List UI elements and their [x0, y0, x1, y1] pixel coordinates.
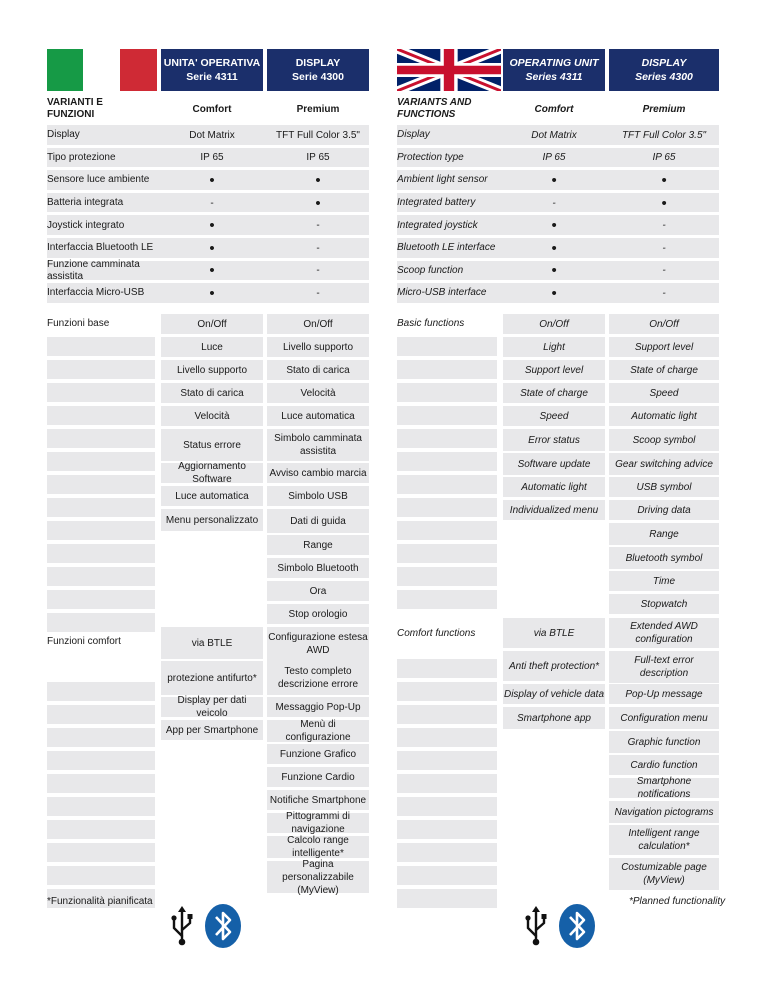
spec-comfort-value: • [551, 262, 557, 280]
spec-premium-value: TFT Full Color 3.5" [276, 129, 360, 141]
row-background [47, 337, 155, 356]
row-background [47, 705, 155, 724]
row-background [47, 544, 155, 563]
function-item: Avviso cambio marcia [269, 467, 367, 479]
function-item: Extended AWD configuration [630, 621, 698, 645]
row-background [397, 567, 497, 586]
spec-premium-value: - [316, 265, 320, 277]
spec-premium-value: - [662, 220, 666, 232]
function-item: Ora [309, 585, 327, 597]
row-background [397, 360, 497, 379]
function-item: Light [543, 341, 565, 353]
row-background [47, 590, 155, 609]
header-display [609, 49, 719, 91]
spec-label: Display [47, 129, 80, 141]
row-background [47, 682, 155, 701]
comfort-functions-label: Comfort functions [397, 628, 476, 639]
function-item: USB symbol [636, 481, 692, 493]
function-item: Driving data [637, 504, 691, 516]
spec-label: Interfaccia Bluetooth LE [47, 242, 154, 254]
function-item: protezione antifurto* [167, 672, 257, 684]
spec-premium-value: - [662, 287, 666, 299]
spec-label: Display [397, 129, 430, 141]
row-background [397, 659, 497, 678]
function-item: Error status [528, 434, 580, 446]
spec-comfort-value: • [551, 217, 557, 235]
function-item: Luce [201, 341, 223, 353]
function-item: Pittogrammi di navigazione [286, 811, 350, 835]
spec-label: Funzione camminata assistita [47, 258, 140, 282]
spec-comfort-value: IP 65 [542, 152, 566, 164]
row-background [47, 521, 155, 540]
spec-comfort-value: • [551, 239, 557, 257]
row-background [397, 521, 497, 540]
function-item: Notifiche Smartphone [269, 794, 367, 806]
function-item: On/Off [303, 318, 333, 330]
function-item: Bluetooth symbol [625, 552, 703, 564]
spec-premium-value: • [661, 194, 667, 212]
header-subtitle: Serie 4300 [292, 71, 344, 83]
row-background [47, 475, 155, 494]
spec-comfort-value: • [209, 262, 215, 280]
spec-comfort-value: IP 65 [200, 152, 224, 164]
spec-comfort-value: • [551, 284, 557, 302]
function-item: Pagina personalizzabile (MyView) [282, 858, 354, 896]
basic-functions-label: Basic functions [397, 318, 465, 329]
row-background [397, 383, 497, 402]
function-item: Smartphone notifications [636, 776, 692, 800]
function-item: App per Smartphone [165, 724, 259, 736]
row-background [47, 383, 155, 402]
header-subtitle: Serie 4311 [186, 71, 238, 83]
function-item: Automatic light [521, 481, 587, 493]
usb-icon [524, 906, 548, 946]
function-item: Speed [539, 410, 569, 422]
footnote: *Funzionalità pianificata [47, 896, 153, 907]
row-background [47, 820, 155, 839]
spec-label: Integrated joystick [397, 219, 478, 231]
spec-label: Integrated battery [397, 197, 476, 209]
spec-label: Sensore luce ambiente [47, 174, 150, 186]
connectivity-icons [170, 903, 242, 949]
function-item: Pop-Up message [625, 688, 703, 700]
header-display [267, 49, 369, 91]
row-background [47, 360, 155, 379]
row-background [397, 797, 497, 816]
function-item: Velocità [194, 410, 230, 422]
spec-premium-value: - [316, 220, 320, 232]
spec-label: Bluetooth LE interface [397, 242, 496, 254]
function-item: Stato di carica [180, 387, 244, 399]
spec-premium-value: IP 65 [652, 152, 676, 164]
premium-label: Premium [642, 103, 686, 115]
spec-comfort-value: • [209, 239, 215, 257]
row-background [397, 751, 497, 770]
row-background [397, 889, 497, 908]
spec-label: Scoop function [397, 264, 464, 276]
function-item: Navigation pictograms [614, 806, 714, 818]
function-item: Velocità [300, 387, 336, 399]
function-item: Messaggio Pop-Up [275, 701, 361, 713]
spec-label: Protection type [397, 151, 464, 163]
function-item: via BTLE [533, 627, 575, 639]
function-item: Menu personalizzato [165, 514, 259, 526]
function-item: Speed [649, 387, 679, 399]
row-background [47, 429, 155, 448]
row-background [47, 843, 155, 862]
header-subtitle: Series 4300 [635, 71, 693, 83]
row-background [397, 705, 497, 724]
function-item: via BTLE [191, 637, 233, 649]
row-background [47, 567, 155, 586]
row-background [47, 613, 155, 632]
header-title: DISPLAY [641, 57, 687, 69]
row-background [397, 498, 497, 517]
comfort-label: Comfort [192, 103, 232, 115]
function-item: Simbolo Bluetooth [277, 562, 359, 574]
function-item: Individualized menu [509, 504, 599, 516]
spec-label: Interfaccia Micro-USB [47, 287, 145, 299]
header-title: UNITA' OPERATIVA [163, 57, 261, 69]
function-item: On/Off [539, 318, 569, 330]
function-item: On/Off [197, 318, 227, 330]
function-item: Anti theft protection* [508, 660, 600, 672]
function-item: Simbolo camminata assistita [274, 433, 362, 457]
variants-label: VARIANTS AND FUNCTIONS [397, 97, 472, 120]
function-item: Configurazione estesa AWD [268, 632, 368, 656]
connectivity-icons [524, 903, 596, 949]
spec-premium-value: - [316, 287, 320, 299]
function-item: Luce automatica [175, 490, 249, 502]
spec-comfort-value: • [209, 217, 215, 235]
function-item: Range [649, 528, 679, 540]
function-item: State of charge [520, 387, 588, 399]
function-item: Menù di configurazione [285, 719, 351, 743]
spec-premium-value: IP 65 [306, 152, 330, 164]
row-background [47, 866, 155, 885]
function-item: Dati di guida [290, 515, 346, 527]
bluetooth-icon [558, 903, 596, 949]
function-item: Gear switching advice [615, 458, 713, 470]
row-background [397, 544, 497, 563]
row-background [397, 452, 497, 471]
header-title: DISPLAY [295, 57, 341, 69]
spec-premium-value: - [662, 242, 666, 254]
spec-comfort-value: - [552, 197, 556, 209]
bluetooth-icon [204, 903, 242, 949]
function-item: Calcolo range intelligente* [287, 835, 349, 859]
row-background [397, 429, 497, 448]
function-item: Display per dati veicolo [177, 695, 247, 719]
function-item: Display of vehicle data [503, 688, 605, 700]
italian-flag-red [120, 49, 157, 91]
function-item: On/Off [649, 318, 679, 330]
header-operating-unit [161, 49, 263, 91]
row-background [397, 820, 497, 839]
function-item: Full-text error description [634, 655, 694, 679]
footnote: *Planned functionality [629, 896, 726, 907]
function-item: Funzione Grafico [279, 748, 357, 760]
spec-comfort-value: • [209, 284, 215, 302]
function-item: Cardio function [630, 759, 698, 771]
function-item: Software update [517, 458, 591, 470]
usb-icon [170, 906, 194, 946]
function-item: Intelligent range calculation* [628, 828, 700, 852]
row-background [397, 406, 497, 425]
spec-comfort-value: - [210, 197, 214, 209]
row-background [397, 475, 497, 494]
row-background [397, 337, 497, 356]
row-background [397, 590, 497, 609]
row-background [397, 843, 497, 862]
spec-comfort-value: Dot Matrix [189, 129, 235, 141]
basic-functions-label: Funzioni base [47, 318, 110, 329]
function-item: Testo completo descrizione errore [277, 666, 359, 690]
row-background [47, 774, 155, 793]
comfort-functions-label: Funzioni comfort [47, 636, 121, 647]
spec-premium-value: • [315, 194, 321, 212]
function-item: Time [652, 575, 676, 587]
function-item: Livello supporto [176, 364, 248, 376]
function-item: Costumizable page (MyView) [621, 862, 707, 886]
function-item: Stato di carica [286, 364, 350, 376]
premium-label: Premium [296, 103, 340, 115]
row-background [47, 498, 155, 517]
row-background [47, 751, 155, 770]
row-background [397, 728, 497, 747]
spec-comfort-value: • [209, 171, 215, 189]
function-item: Luce automatica [281, 410, 355, 422]
function-item: Configuration menu [620, 712, 708, 724]
row-background [47, 728, 155, 747]
spec-label: Ambient light sensor [397, 174, 488, 186]
italian-flag-green [47, 49, 83, 91]
spec-premium-value: - [662, 265, 666, 277]
function-item: Range [303, 539, 333, 551]
function-item: Smartphone app [517, 712, 591, 724]
row-background [47, 406, 155, 425]
row-background [47, 797, 155, 816]
function-item: Funzione Cardio [281, 771, 355, 783]
row-background [47, 452, 155, 471]
function-item: Status errore [183, 439, 241, 451]
function-item: Stopwatch [640, 598, 688, 610]
spec-premium-value: - [316, 242, 320, 254]
row-background [397, 682, 497, 701]
comfort-label: Comfort [534, 103, 574, 115]
function-item: Support level [634, 341, 694, 353]
spec-comfort-value: Dot Matrix [531, 129, 577, 141]
spec-label: Tipo protezione [47, 151, 116, 163]
row-background [397, 774, 497, 793]
function-item: Aggiornamento Software [178, 461, 246, 485]
spec-label: Batteria integrata [47, 197, 124, 209]
variants-label: VARIANTI E FUNZIONI [47, 97, 103, 120]
function-item: Livello supporto [282, 341, 354, 353]
header-subtitle: Series 4311 [525, 71, 583, 83]
function-item: Stop orologio [288, 608, 348, 620]
spec-comfort-value: • [551, 171, 557, 189]
spec-label: Micro-USB interface [397, 287, 487, 299]
function-item: Automatic light [631, 410, 697, 422]
function-item: Scoop symbol [632, 434, 696, 446]
spec-premium-value: TFT Full Color 3.5" [621, 129, 707, 141]
function-item: State of charge [630, 364, 698, 376]
function-item: Support level [524, 364, 584, 376]
function-item: Graphic function [627, 736, 701, 748]
spec-premium-value: • [315, 171, 321, 189]
row-background [397, 866, 497, 885]
function-item: Simbolo USB [288, 490, 348, 502]
spec-label: Joystick integrato [47, 219, 125, 231]
header-operating-unit [503, 49, 605, 91]
header-title: OPERATING UNIT [509, 57, 599, 69]
spec-premium-value: • [661, 171, 667, 189]
uk-flag-icon [397, 49, 501, 91]
